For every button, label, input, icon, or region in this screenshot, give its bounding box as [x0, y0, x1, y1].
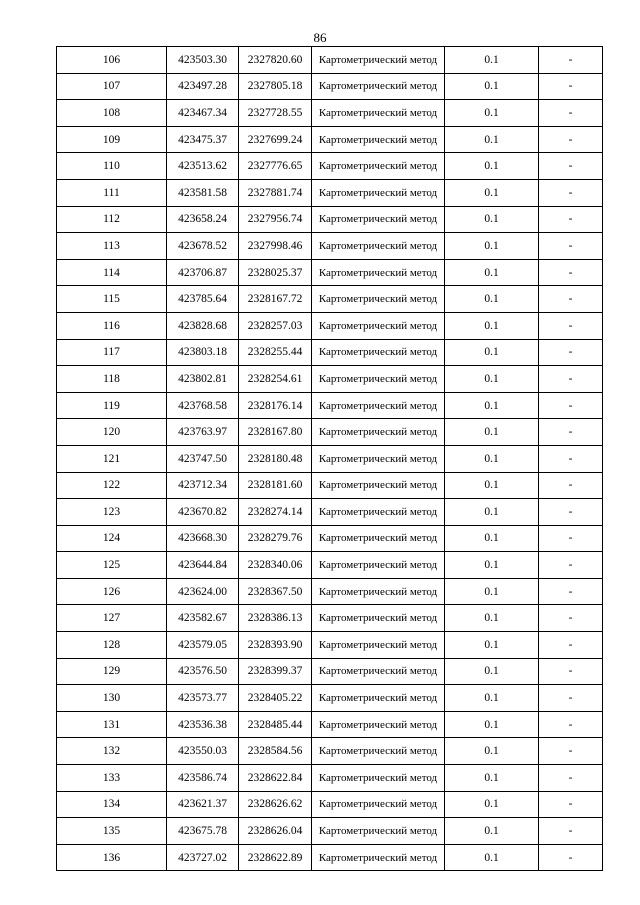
note-cell: -	[539, 711, 603, 738]
y-coordinate-cell: 2328626.04	[239, 818, 312, 845]
method-cell: Картометрический метод	[312, 392, 445, 419]
point-number-cell: 119	[57, 392, 167, 419]
x-coordinate-cell: 423621.37	[167, 791, 239, 818]
point-number-cell: 109	[57, 126, 167, 153]
accuracy-cell: 0.1	[445, 605, 539, 632]
note-cell: -	[539, 233, 603, 260]
method-cell: Картометрический метод	[312, 73, 445, 100]
table-row	[57, 47, 603, 74]
table-row	[57, 179, 603, 206]
x-coordinate-cell: 423573.77	[167, 685, 239, 712]
point-number-cell: 120	[57, 419, 167, 446]
y-coordinate-cell: 2327820.60	[239, 47, 312, 74]
x-coordinate-cell: 423475.37	[167, 126, 239, 153]
accuracy-cell: 0.1	[445, 844, 539, 871]
x-coordinate-cell: 423503.30	[167, 47, 239, 74]
table-row	[57, 578, 603, 605]
x-coordinate-cell: 423467.34	[167, 100, 239, 127]
x-coordinate-cell: 423828.68	[167, 312, 239, 339]
accuracy-cell: 0.1	[445, 312, 539, 339]
method-cell: Картометрический метод	[312, 525, 445, 552]
table-row	[57, 445, 603, 472]
method-cell: Картометрический метод	[312, 339, 445, 366]
accuracy-cell: 0.1	[445, 73, 539, 100]
point-number-cell: 110	[57, 153, 167, 180]
x-coordinate-cell: 423624.00	[167, 578, 239, 605]
x-coordinate-cell: 423670.82	[167, 499, 239, 526]
note-cell: -	[539, 791, 603, 818]
table-row	[57, 738, 603, 765]
table-row	[57, 366, 603, 393]
note-cell: -	[539, 366, 603, 393]
y-coordinate-cell: 2327776.65	[239, 153, 312, 180]
accuracy-cell: 0.1	[445, 339, 539, 366]
note-cell: -	[539, 312, 603, 339]
y-coordinate-cell: 2328367.50	[239, 578, 312, 605]
accuracy-cell: 0.1	[445, 100, 539, 127]
note-cell: -	[539, 578, 603, 605]
method-cell: Картометрический метод	[312, 47, 445, 74]
method-cell: Картометрический метод	[312, 259, 445, 286]
x-coordinate-cell: 423747.50	[167, 445, 239, 472]
accuracy-cell: 0.1	[445, 259, 539, 286]
method-cell: Картометрический метод	[312, 685, 445, 712]
y-coordinate-cell: 2328181.60	[239, 472, 312, 499]
note-cell: -	[539, 525, 603, 552]
accuracy-cell: 0.1	[445, 286, 539, 313]
note-cell: -	[539, 445, 603, 472]
point-number-cell: 122	[57, 472, 167, 499]
x-coordinate-cell: 423576.50	[167, 658, 239, 685]
table-row	[57, 419, 603, 446]
note-cell: -	[539, 47, 603, 74]
x-coordinate-cell: 423536.38	[167, 711, 239, 738]
x-coordinate-cell: 423586.74	[167, 765, 239, 792]
note-cell: -	[539, 658, 603, 685]
y-coordinate-cell: 2328393.90	[239, 632, 312, 659]
accuracy-cell: 0.1	[445, 233, 539, 260]
y-coordinate-cell: 2328584.56	[239, 738, 312, 765]
table-row	[57, 685, 603, 712]
note-cell: -	[539, 632, 603, 659]
y-coordinate-cell: 2328405.22	[239, 685, 312, 712]
table-row	[57, 711, 603, 738]
x-coordinate-cell: 423712.34	[167, 472, 239, 499]
x-coordinate-cell: 423550.03	[167, 738, 239, 765]
y-coordinate-cell: 2328254.61	[239, 366, 312, 393]
table-row	[57, 392, 603, 419]
note-cell: -	[539, 392, 603, 419]
point-number-cell: 135	[57, 818, 167, 845]
y-coordinate-cell: 2328399.37	[239, 658, 312, 685]
point-number-cell: 121	[57, 445, 167, 472]
point-number-cell: 125	[57, 552, 167, 579]
accuracy-cell: 0.1	[445, 578, 539, 605]
table-row	[57, 73, 603, 100]
accuracy-cell: 0.1	[445, 738, 539, 765]
method-cell: Картометрический метод	[312, 472, 445, 499]
method-cell: Картометрический метод	[312, 206, 445, 233]
table-row	[57, 206, 603, 233]
table-row	[57, 233, 603, 260]
y-coordinate-cell: 2328622.89	[239, 844, 312, 871]
x-coordinate-cell: 423582.67	[167, 605, 239, 632]
point-number-cell: 128	[57, 632, 167, 659]
note-cell: -	[539, 126, 603, 153]
y-coordinate-cell: 2328386.13	[239, 605, 312, 632]
table-row	[57, 844, 603, 871]
point-number-cell: 123	[57, 499, 167, 526]
note-cell: -	[539, 605, 603, 632]
method-cell: Картометрический метод	[312, 632, 445, 659]
method-cell: Картометрический метод	[312, 126, 445, 153]
table-row	[57, 499, 603, 526]
method-cell: Картометрический метод	[312, 605, 445, 632]
table-row	[57, 126, 603, 153]
accuracy-cell: 0.1	[445, 552, 539, 579]
method-cell: Картометрический метод	[312, 818, 445, 845]
note-cell: -	[539, 419, 603, 446]
point-number-cell: 130	[57, 685, 167, 712]
note-cell: -	[539, 818, 603, 845]
y-coordinate-cell: 2328485.44	[239, 711, 312, 738]
point-number-cell: 111	[57, 179, 167, 206]
note-cell: -	[539, 339, 603, 366]
accuracy-cell: 0.1	[445, 472, 539, 499]
accuracy-cell: 0.1	[445, 499, 539, 526]
method-cell: Картометрический метод	[312, 658, 445, 685]
accuracy-cell: 0.1	[445, 179, 539, 206]
table-row	[57, 818, 603, 845]
point-number-cell: 117	[57, 339, 167, 366]
y-coordinate-cell: 2327728.55	[239, 100, 312, 127]
x-coordinate-cell: 423727.02	[167, 844, 239, 871]
point-number-cell: 127	[57, 605, 167, 632]
note-cell: -	[539, 499, 603, 526]
accuracy-cell: 0.1	[445, 525, 539, 552]
accuracy-cell: 0.1	[445, 206, 539, 233]
coordinates-table	[56, 46, 603, 871]
point-number-cell: 115	[57, 286, 167, 313]
x-coordinate-cell: 423802.81	[167, 366, 239, 393]
x-coordinate-cell: 423513.62	[167, 153, 239, 180]
method-cell: Картометрический метод	[312, 286, 445, 313]
table-body	[57, 47, 603, 871]
method-cell: Картометрический метод	[312, 738, 445, 765]
point-number-cell: 118	[57, 366, 167, 393]
accuracy-cell: 0.1	[445, 818, 539, 845]
point-number-cell: 112	[57, 206, 167, 233]
method-cell: Картометрический метод	[312, 552, 445, 579]
point-number-cell: 108	[57, 100, 167, 127]
x-coordinate-cell: 423785.64	[167, 286, 239, 313]
note-cell: -	[539, 472, 603, 499]
method-cell: Картометрический метод	[312, 844, 445, 871]
y-coordinate-cell: 2328180.48	[239, 445, 312, 472]
point-number-cell: 131	[57, 711, 167, 738]
y-coordinate-cell: 2328257.03	[239, 312, 312, 339]
method-cell: Картометрический метод	[312, 233, 445, 260]
table-row	[57, 312, 603, 339]
point-number-cell: 114	[57, 259, 167, 286]
point-number-cell: 116	[57, 312, 167, 339]
y-coordinate-cell: 2328255.44	[239, 339, 312, 366]
method-cell: Картометрический метод	[312, 366, 445, 393]
point-number-cell: 136	[57, 844, 167, 871]
y-coordinate-cell: 2328279.76	[239, 525, 312, 552]
table-row	[57, 153, 603, 180]
y-coordinate-cell: 2328167.80	[239, 419, 312, 446]
table-row	[57, 472, 603, 499]
y-coordinate-cell: 2327956.74	[239, 206, 312, 233]
accuracy-cell: 0.1	[445, 685, 539, 712]
method-cell: Картометрический метод	[312, 419, 445, 446]
accuracy-cell: 0.1	[445, 392, 539, 419]
x-coordinate-cell: 423763.97	[167, 419, 239, 446]
point-number-cell: 106	[57, 47, 167, 74]
accuracy-cell: 0.1	[445, 445, 539, 472]
method-cell: Картометрический метод	[312, 499, 445, 526]
method-cell: Картометрический метод	[312, 153, 445, 180]
table-row	[57, 632, 603, 659]
x-coordinate-cell: 423768.58	[167, 392, 239, 419]
y-coordinate-cell: 2328274.14	[239, 499, 312, 526]
table-row	[57, 605, 603, 632]
x-coordinate-cell: 423706.87	[167, 259, 239, 286]
note-cell: -	[539, 100, 603, 127]
x-coordinate-cell: 423581.58	[167, 179, 239, 206]
x-coordinate-cell: 423579.05	[167, 632, 239, 659]
table-row	[57, 286, 603, 313]
method-cell: Картометрический метод	[312, 578, 445, 605]
x-coordinate-cell: 423644.84	[167, 552, 239, 579]
table-row	[57, 658, 603, 685]
note-cell: -	[539, 552, 603, 579]
note-cell: -	[539, 206, 603, 233]
table-row	[57, 259, 603, 286]
page-number: 86	[313, 30, 327, 45]
x-coordinate-cell: 423658.24	[167, 206, 239, 233]
table-row	[57, 791, 603, 818]
y-coordinate-cell: 2327998.46	[239, 233, 312, 260]
method-cell: Картометрический метод	[312, 179, 445, 206]
y-coordinate-cell: 2328622.84	[239, 765, 312, 792]
note-cell: -	[539, 259, 603, 286]
accuracy-cell: 0.1	[445, 153, 539, 180]
table-row	[57, 525, 603, 552]
y-coordinate-cell: 2328167.72	[239, 286, 312, 313]
x-coordinate-cell: 423668.30	[167, 525, 239, 552]
point-number-cell: 134	[57, 791, 167, 818]
y-coordinate-cell: 2328626.62	[239, 791, 312, 818]
point-number-cell: 132	[57, 738, 167, 765]
table-row	[57, 765, 603, 792]
method-cell: Картометрический метод	[312, 711, 445, 738]
note-cell: -	[539, 73, 603, 100]
accuracy-cell: 0.1	[445, 632, 539, 659]
method-cell: Картометрический метод	[312, 445, 445, 472]
note-cell: -	[539, 765, 603, 792]
accuracy-cell: 0.1	[445, 658, 539, 685]
y-coordinate-cell: 2327881.74	[239, 179, 312, 206]
point-number-cell: 113	[57, 233, 167, 260]
accuracy-cell: 0.1	[445, 711, 539, 738]
y-coordinate-cell: 2328176.14	[239, 392, 312, 419]
y-coordinate-cell: 2328025.37	[239, 259, 312, 286]
x-coordinate-cell: 423675.78	[167, 818, 239, 845]
point-number-cell: 126	[57, 578, 167, 605]
table-row	[57, 100, 603, 127]
x-coordinate-cell: 423678.52	[167, 233, 239, 260]
method-cell: Картометрический метод	[312, 791, 445, 818]
y-coordinate-cell: 2327699.24	[239, 126, 312, 153]
method-cell: Картометрический метод	[312, 100, 445, 127]
accuracy-cell: 0.1	[445, 419, 539, 446]
method-cell: Картометрический метод	[312, 312, 445, 339]
note-cell: -	[539, 738, 603, 765]
accuracy-cell: 0.1	[445, 791, 539, 818]
y-coordinate-cell: 2327805.18	[239, 73, 312, 100]
point-number-cell: 107	[57, 73, 167, 100]
point-number-cell: 133	[57, 765, 167, 792]
note-cell: -	[539, 153, 603, 180]
table-row	[57, 552, 603, 579]
note-cell: -	[539, 286, 603, 313]
method-cell: Картометрический метод	[312, 765, 445, 792]
table-row	[57, 339, 603, 366]
y-coordinate-cell: 2328340.06	[239, 552, 312, 579]
note-cell: -	[539, 179, 603, 206]
note-cell: -	[539, 685, 603, 712]
x-coordinate-cell: 423803.18	[167, 339, 239, 366]
accuracy-cell: 0.1	[445, 366, 539, 393]
point-number-cell: 124	[57, 525, 167, 552]
x-coordinate-cell: 423497.28	[167, 73, 239, 100]
accuracy-cell: 0.1	[445, 47, 539, 74]
accuracy-cell: 0.1	[445, 126, 539, 153]
note-cell: -	[539, 844, 603, 871]
accuracy-cell: 0.1	[445, 765, 539, 792]
point-number-cell: 129	[57, 658, 167, 685]
